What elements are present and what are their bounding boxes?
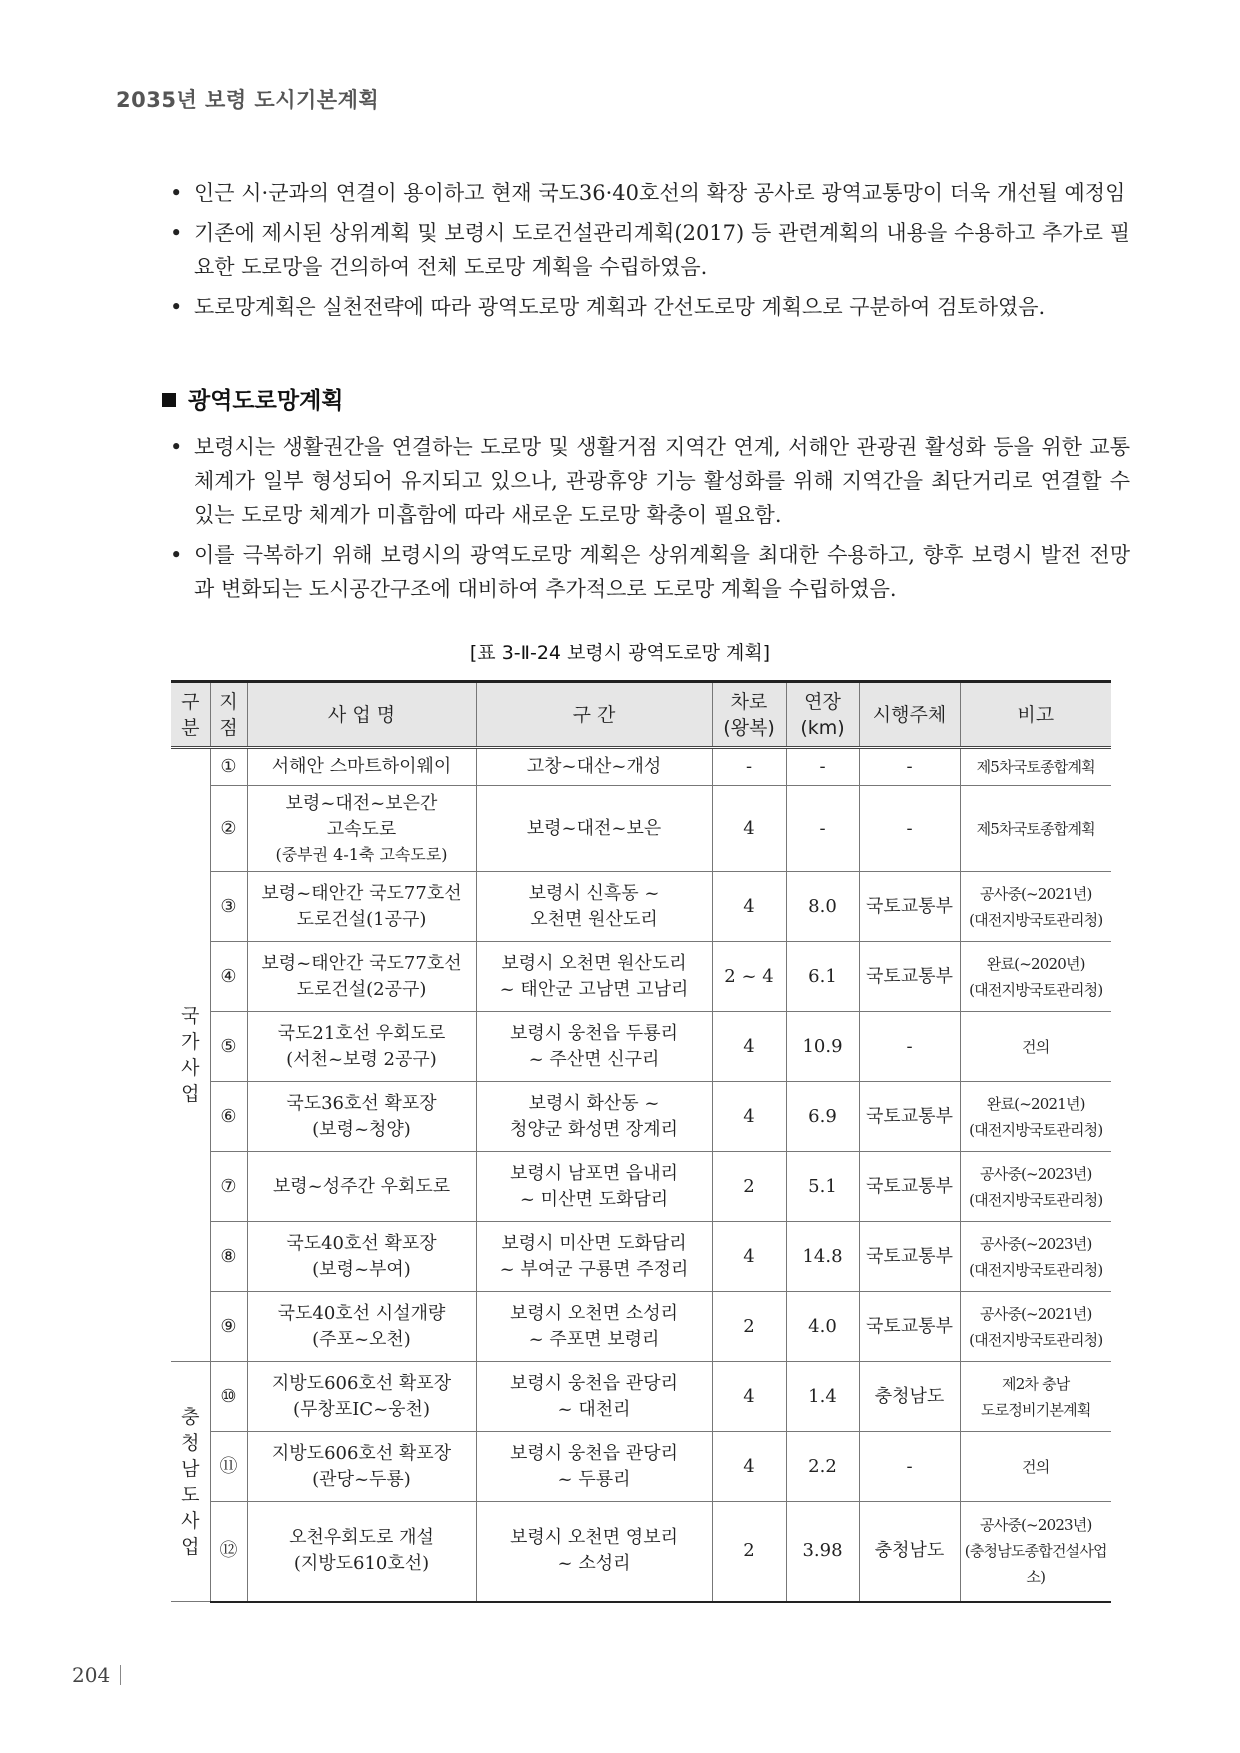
agency-cell: - xyxy=(859,786,960,872)
section-cell: 보령시 웅천읍 두룡리 ~ 주산면 신구리 xyxy=(476,1012,712,1082)
point-number-cell: ① xyxy=(210,748,247,786)
remark-cell: 공사중(~2021년) (대전지방국토관리청) xyxy=(960,1292,1111,1362)
project-name-cell: 보령~태안간 국도77호선 도로건설(1공구) xyxy=(247,872,476,942)
section-bullet-list xyxy=(170,430,1130,612)
agency-cell: - xyxy=(859,748,960,786)
table-row xyxy=(171,1082,1111,1152)
length-cell: 4.0 xyxy=(786,1292,859,1362)
folio-divider xyxy=(120,1665,121,1685)
agency-cell: 충청남도 xyxy=(859,1502,960,1602)
section-cell: 보령시 신흑동 ~ 오천면 원산도리 xyxy=(476,872,712,942)
remark-cell: 건의 xyxy=(960,1432,1111,1502)
header-point: 지 점 xyxy=(210,682,247,748)
remark-cell: 공사중(~2023년) (대전지방국토관리청) xyxy=(960,1152,1111,1222)
page-number: 204 xyxy=(72,1663,121,1687)
project-name-cell: 국도21호선 우회도로 (서천~보령 2공구) xyxy=(247,1012,476,1082)
remark-cell: 완료(~2020년) (대전지방국토관리청) xyxy=(960,942,1111,1012)
intro-bullet: • 도로망계획은 실천전략에 따라 광역도로망 계획과 간선도로망 계획으로 구분하여 검토하였음. xyxy=(170,290,1130,324)
agency-cell: 국토교통부 xyxy=(859,872,960,942)
project-name-cell: 국도40호선 확포장 (보령~부여) xyxy=(247,1222,476,1292)
lanes-cell: 4 xyxy=(712,872,786,942)
agency-cell: - xyxy=(859,1432,960,1502)
agency-cell: 충청남도 xyxy=(859,1362,960,1432)
project-name-cell: 보령~대전~보은간 고속도로 (중부권 4-1축 고속도로) xyxy=(247,786,476,872)
intro-bullet-list xyxy=(170,176,1130,330)
section-heading-text: 광역도로망계획 xyxy=(188,388,344,414)
header-category: 구 분 xyxy=(171,682,210,748)
point-number-cell: ⑧ xyxy=(210,1222,247,1292)
length-cell: 8.0 xyxy=(786,872,859,942)
lanes-cell: 2 xyxy=(712,1502,786,1602)
project-subtitle: (중부권 4-1축 고속도로) xyxy=(275,844,448,864)
table-row xyxy=(171,1502,1111,1602)
point-number-cell: ④ xyxy=(210,942,247,1012)
table-row xyxy=(171,1222,1111,1292)
header-lanes: 차로 (왕복) xyxy=(712,682,786,748)
lanes-cell: 4 xyxy=(712,1432,786,1502)
length-cell: 3.98 xyxy=(786,1502,859,1602)
section-cell: 보령시 웅천읍 관당리 ~ 대천리 xyxy=(476,1362,712,1432)
category-national-projects: 국 가 사 업 xyxy=(171,748,210,1362)
section-cell: 보령시 웅천읍 관당리 ~ 두룡리 xyxy=(476,1432,712,1502)
project-name-cell: 보령~성주간 우회도로 xyxy=(247,1152,476,1222)
project-name-cell: 보령~태안간 국도77호선 도로건설(2공구) xyxy=(247,942,476,1012)
length-cell: - xyxy=(786,786,859,872)
length-cell: - xyxy=(786,748,859,786)
section-cell: 보령시 오천면 소성리 ~ 주포면 보령리 xyxy=(476,1292,712,1362)
remark-cell: 제5차국토종합계획 xyxy=(960,786,1111,872)
table-row xyxy=(171,1432,1111,1502)
point-number-cell: ② xyxy=(210,786,247,872)
lanes-cell: 2 xyxy=(712,1292,786,1362)
remark-cell: 완료(~2021년) (대전지방국토관리청) xyxy=(960,1082,1111,1152)
table-row xyxy=(171,1152,1111,1222)
section-cell: 보령시 남포면 읍내리 ~ 미산면 도화담리 xyxy=(476,1152,712,1222)
intro-bullet: • 기존에 제시된 상위계획 및 보령시 도로건설관리계획(2017) 등 관련계획의 내용을 수용하고 추가로 필요한 도로망을 건의하여 전체 도로망 계획을 수립하였음. xyxy=(170,216,1130,284)
agency-cell: 국토교통부 xyxy=(859,942,960,1012)
agency-cell: 국토교통부 xyxy=(859,1222,960,1292)
table-row xyxy=(171,1292,1111,1362)
remark-cell: 공사중(~2021년) (대전지방국토관리청) xyxy=(960,872,1111,942)
table-row xyxy=(171,942,1111,1012)
remark-cell: 건의 xyxy=(960,1012,1111,1082)
square-bullet-icon xyxy=(162,393,176,407)
point-number-cell: ⑩ xyxy=(210,1362,247,1432)
lanes-cell: 4 xyxy=(712,1222,786,1292)
length-cell: 1.4 xyxy=(786,1362,859,1432)
regional-road-plan-table xyxy=(171,680,1111,1603)
header-remark: 비고 xyxy=(960,682,1111,748)
length-cell: 2.2 xyxy=(786,1432,859,1502)
section-cell: 보령시 화산동 ~ 청양군 화성면 장계리 xyxy=(476,1082,712,1152)
project-name-cell: 지방도606호선 확포장 (관당~두룡) xyxy=(247,1432,476,1502)
section-cell: 보령~대전~보은 xyxy=(476,786,712,872)
project-name-cell: 국도40호선 시설개량 (주포~오천) xyxy=(247,1292,476,1362)
intro-bullet: • 인근 시·군과의 연결이 용이하고 현재 국도36·40호선의 확장 공사로 광역교통망이 더욱 개선될 예정임 xyxy=(170,176,1130,210)
project-name-cell: 오천우회도로 개설 (지방도610호선) xyxy=(247,1502,476,1602)
section-cell: 보령시 미산면 도화담리 ~ 부여군 구룡면 주정리 xyxy=(476,1222,712,1292)
length-cell: 6.1 xyxy=(786,942,859,1012)
agency-cell: 국토교통부 xyxy=(859,1152,960,1222)
agency-cell: - xyxy=(859,1012,960,1082)
project-name-cell: 국도36호선 확포장 (보령~청양) xyxy=(247,1082,476,1152)
remark-cell: 제5차국토종합계획 xyxy=(960,748,1111,786)
section-cell: 보령시 오천면 영보리 ~ 소성리 xyxy=(476,1502,712,1602)
length-cell: 14.8 xyxy=(786,1222,859,1292)
remark-cell: 제2차 충남 도로정비기본계획 xyxy=(960,1362,1111,1432)
table-row xyxy=(171,872,1111,942)
project-name-cell: 서해안 스마트하이웨이 xyxy=(247,748,476,786)
running-title: 2035년 보령 도시기본계획 xyxy=(116,88,380,112)
remark-cell: 공사중(~2023년) (대전지방국토관리청) xyxy=(960,1222,1111,1292)
table-caption: [표 3-Ⅱ-24 보령시 광역도로망 계획] xyxy=(469,642,771,664)
header-project: 사 업 명 xyxy=(247,682,476,748)
project-name-cell: 지방도606호선 확포장 (무창포IC~웅천) xyxy=(247,1362,476,1432)
point-number-cell: ⑤ xyxy=(210,1012,247,1082)
header-agency: 시행주체 xyxy=(859,682,960,748)
agency-cell: 국토교통부 xyxy=(859,1292,960,1362)
point-number-cell: ⑫ xyxy=(210,1502,247,1602)
lanes-cell: 4 xyxy=(712,786,786,872)
section-bullet: • 보령시는 생활권간을 연결하는 도로망 및 생활거점 지역간 연계, 서해안 관광권 활성화 등을 위한 교통체계가 일부 형성되어 유지되고 있으나, 관광휴양 기능 활성화를 위해 지역간을 최단거리로 연결할 수 있는 도로망 체계가 미흡함에 따라 새로운 도로망 확충이 필요함. xyxy=(170,430,1130,532)
table-row xyxy=(171,786,1111,872)
header-length: 연장 (km) xyxy=(786,682,859,748)
lanes-cell: 4 xyxy=(712,1082,786,1152)
table-row xyxy=(171,748,1111,786)
lanes-cell: 2 ~ 4 xyxy=(712,942,786,1012)
lanes-cell: - xyxy=(712,748,786,786)
remark-cell: 공사중(~2023년) (충청남도종합건설사업소) xyxy=(960,1502,1111,1602)
point-number-cell: ⑥ xyxy=(210,1082,247,1152)
length-cell: 10.9 xyxy=(786,1012,859,1082)
length-cell: 5.1 xyxy=(786,1152,859,1222)
section-cell: 고창~대산~개성 xyxy=(476,748,712,786)
table-header-row xyxy=(171,682,1111,748)
length-cell: 6.9 xyxy=(786,1082,859,1152)
point-number-cell: ⑨ xyxy=(210,1292,247,1362)
point-number-cell: ③ xyxy=(210,872,247,942)
point-number-cell: ⑦ xyxy=(210,1152,247,1222)
lanes-cell: 2 xyxy=(712,1152,786,1222)
header-section: 구 간 xyxy=(476,682,712,748)
lanes-cell: 4 xyxy=(712,1012,786,1082)
section-heading xyxy=(162,382,344,415)
category-province-projects: 충 청 남 도 사 업 xyxy=(171,1362,210,1602)
point-number-cell: ⑪ xyxy=(210,1432,247,1502)
table-row xyxy=(171,1012,1111,1082)
agency-cell: 국토교통부 xyxy=(859,1082,960,1152)
section-bullet: • 이를 극복하기 위해 보령시의 광역도로망 계획은 상위계획을 최대한 수용하고, 향후 보령시 발전 전망과 변화되는 도시공간구조에 대비하여 추가적으로 도로망 계획을 수립하였음. xyxy=(170,538,1130,606)
section-cell: 보령시 오천면 원산도리 ~ 태안군 고남면 고남리 xyxy=(476,942,712,1012)
lanes-cell: 4 xyxy=(712,1362,786,1432)
table-row xyxy=(171,1362,1111,1432)
